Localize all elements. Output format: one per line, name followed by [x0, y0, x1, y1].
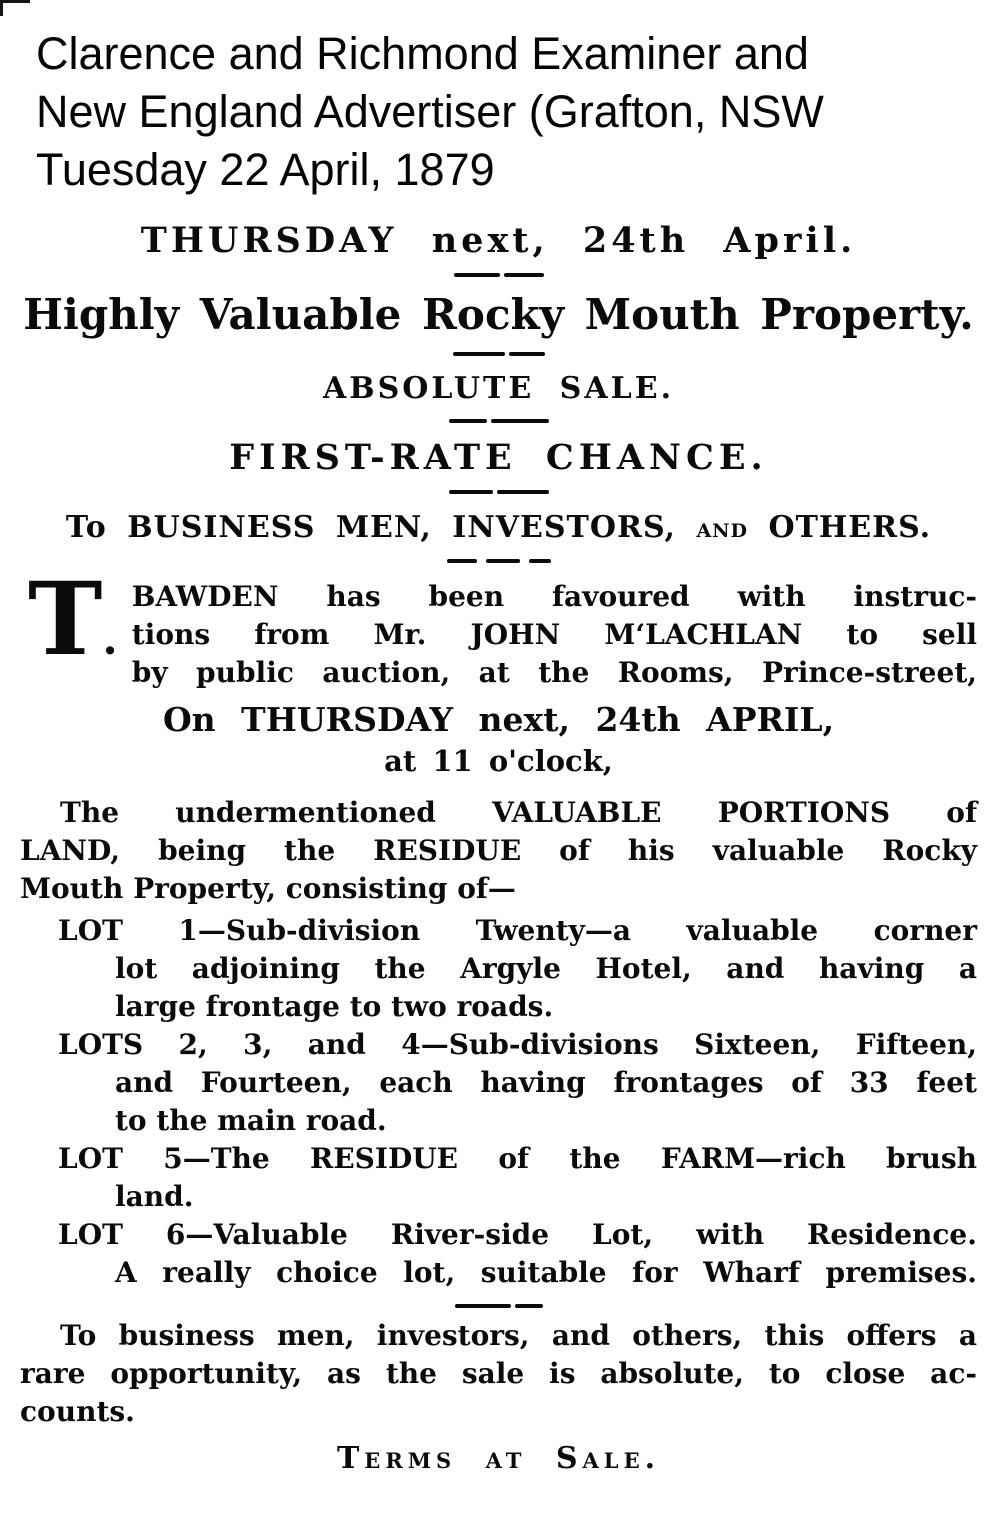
lot-item-1	[20, 912, 977, 1026]
divider-segment	[529, 559, 551, 563]
lot-line: to the main road.	[115, 1104, 387, 1137]
divider-segment	[455, 1304, 511, 1308]
divider-segment	[449, 490, 493, 494]
body-line: rare opportunity, as the sale is absolute, to close ac-	[20, 1357, 977, 1390]
drop-cap-period: .	[102, 614, 118, 665]
body-line: counts.	[20, 1395, 135, 1428]
auctioneer-paragraph	[20, 560, 977, 692]
land-description-paragraph	[20, 794, 977, 908]
section-divider	[20, 418, 977, 424]
lot-line: land.	[115, 1180, 194, 1213]
divider-segment	[449, 419, 487, 423]
audience-text: To BUSINESS MEN, INVESTORS,	[65, 510, 697, 545]
drop-cap	[28, 560, 118, 678]
auction-time-line: at 11 o'clock,	[384, 744, 613, 778]
lot-line: LOT 5—The RESIDUE of the FARM—rich brush	[58, 1142, 977, 1175]
absolute-sale-heading: ABSOLUTE SALE.	[322, 371, 675, 406]
section-divider	[20, 558, 977, 564]
divider-segment	[509, 352, 545, 356]
divider-segment	[491, 419, 549, 423]
lot-line: A really choice lot, suitable for Wharf premises.	[115, 1256, 977, 1289]
auction-day-heading: THURSDAY next, 24th April.	[140, 220, 857, 261]
auction-advertisement	[20, 221, 977, 1479]
divider-segment	[454, 273, 500, 277]
lot-line: LOT 6—Valuable River-side Lot, with Residence.	[58, 1218, 977, 1251]
lot-line: LOT 1—Sub-division Twenty—a valuable corner	[58, 914, 977, 947]
divider-segment	[497, 490, 549, 494]
lot-line: lot adjoining the Argyle Hotel, and having a	[115, 952, 977, 985]
audience-text: OTHERS.	[748, 510, 932, 545]
lot-item-5	[20, 1140, 977, 1216]
auction-date-line: On THURSDAY next, 24th APRIL,	[162, 700, 835, 739]
citation-masthead	[36, 0, 977, 199]
property-title-heading: Highly Valuable Rocky Mouth Property.	[23, 290, 974, 339]
scan-edge-artifact	[0, 0, 30, 3]
section-divider	[20, 1303, 977, 1309]
section-divider	[20, 351, 977, 357]
drop-cap-letter: T	[28, 560, 103, 678]
masthead-line-3: Tuesday 22 April, 1879	[36, 144, 495, 195]
body-line: tions from Mr. JOHN M‘LACHLAN to sell	[131, 618, 977, 651]
divider-segment	[447, 559, 477, 563]
body-line: by public auction, at the Rooms, Prince-street,	[131, 656, 977, 689]
section-divider	[20, 272, 977, 278]
divider-segment	[504, 273, 544, 277]
lot-item-2-3-4	[20, 1026, 977, 1140]
body-line: LAND, being the RESIDUE of his valuable Rocky	[20, 834, 977, 867]
masthead-line-1: Clarence and Richmond Examiner and	[36, 28, 809, 79]
lot-line: large frontage to two roads.	[115, 990, 554, 1023]
closing-paragraph	[20, 1317, 977, 1431]
body-line: To business men, investors, and others, this offers a	[60, 1319, 977, 1352]
first-rate-chance-heading: FIRST-RATE CHANCE.	[229, 437, 768, 478]
lot-list	[20, 912, 977, 1292]
lot-item-6	[20, 1216, 977, 1292]
divider-segment	[515, 1304, 543, 1308]
lot-line: LOTS 2, 3, and 4—Sub-divisions Sixteen, Fifteen,	[58, 1028, 977, 1061]
body-line: Mouth Property, consisting of—	[20, 872, 516, 905]
divider-segment	[486, 559, 520, 563]
audience-heading	[20, 510, 977, 547]
divider-segment	[453, 352, 505, 356]
masthead-line-2: New England Advertiser (Grafton, NSW	[36, 86, 824, 137]
audience-and: and	[696, 513, 749, 544]
section-divider	[20, 489, 977, 495]
body-line: BAWDEN has been favoured with instruc-	[131, 580, 977, 613]
lot-line: and Fourteen, each having frontages of 33 feet	[115, 1066, 977, 1099]
body-line: The undermentioned VALUABLE PORTIONS of	[60, 796, 977, 829]
terms-at-sale-line: Terms at Sale.	[336, 1441, 661, 1476]
